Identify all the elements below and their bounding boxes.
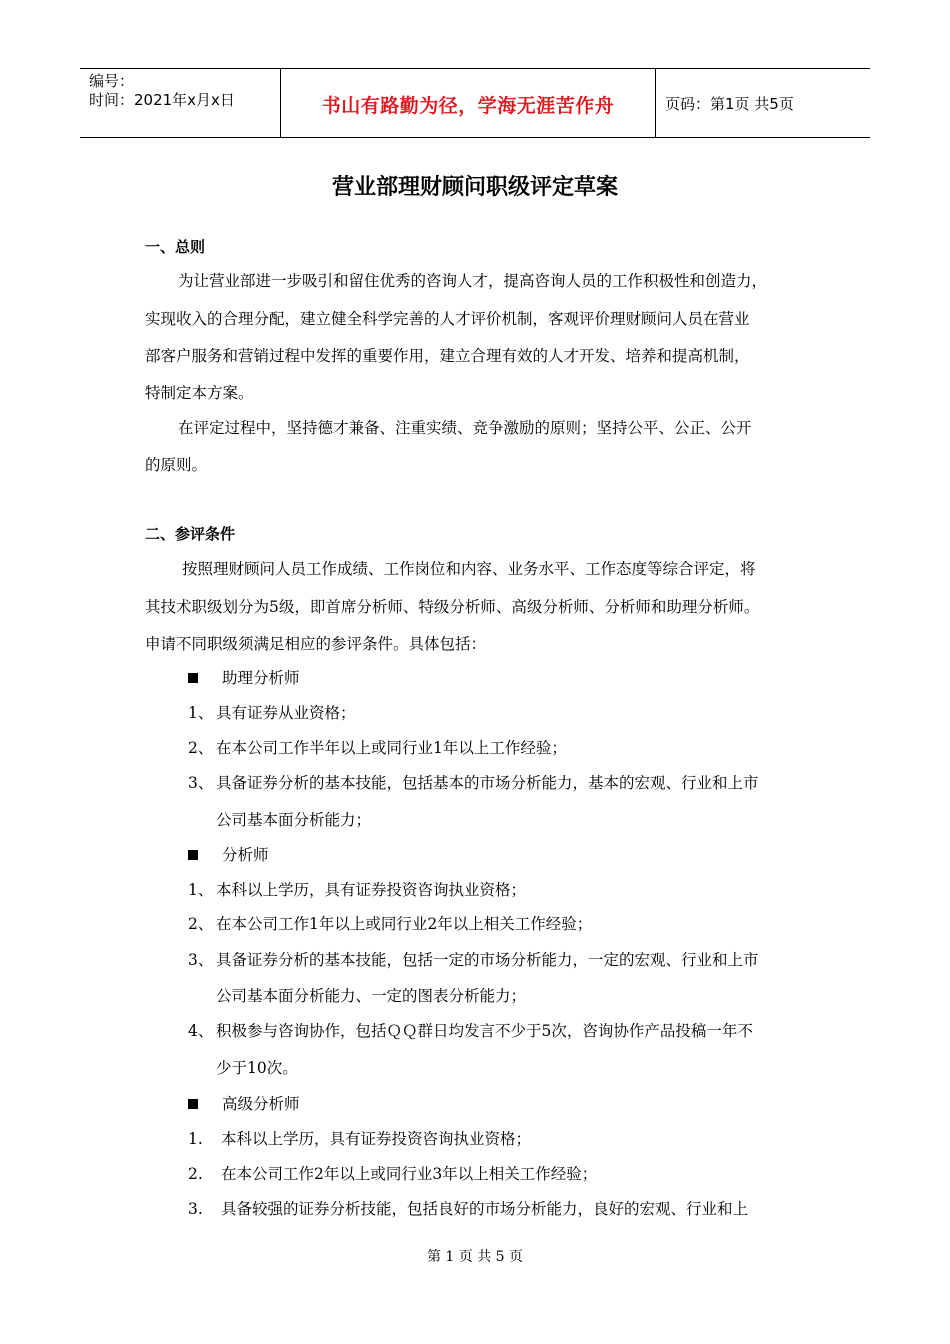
list-item-number: 3、 [188, 774, 214, 792]
section2-intro-line: 其技术职级划分为5级，即首席分析师、特级分析师、高级分析师、分析师和助理分析师。 [145, 598, 760, 616]
list-item-text: 具备证券分析的基本技能，包括一定的市场分析能力，一定的宏观、行业和上市 [216, 951, 759, 969]
list-item-text: 具有证券从业资格； [216, 704, 356, 722]
document-header [80, 68, 870, 138]
section1-p1-line: 实现收入的合理分配，建立健全科学完善的人才评价机制，客观评价理财顾问人员在营业 [145, 310, 750, 328]
grade-heading [188, 845, 269, 865]
square-bullet-icon [188, 850, 198, 860]
section2-intro-line: 按照理财顾问人员工作成绩、工作岗位和内容、业务水平、工作态度等综合评定，将 [182, 560, 756, 578]
number-label: 编号： [89, 72, 135, 90]
list-item-text: 积极参与咨询协作，包括ＱＱ群日均发言不少于5次，咨询协作产品投稿一年不 [216, 1022, 753, 1040]
time-label: 时间：2021年x月x日 [89, 91, 235, 109]
grade-name: 分析师 [222, 846, 269, 864]
document-title: 营业部理财顾问职级评定草案 [331, 175, 618, 200]
list-item-text: 公司基本面分析能力； [216, 811, 372, 829]
list-item-text: 本科以上学历，具有证券投资咨询执业资格； [221, 1130, 532, 1148]
header-left-cell [80, 69, 280, 137]
list-item-number: 1、 [188, 704, 214, 722]
section1-heading: 一、总则 [145, 238, 206, 256]
list-item-text: 本科以上学历，具有证券投资咨询执业资格； [216, 881, 527, 899]
section1-p1-line: 特制定本方案。 [145, 384, 254, 402]
list-item-text: 公司基本面分析能力、一定的图表分析能力； [216, 987, 527, 1005]
list-item-text: 在本公司工作半年以上或同行业1年以上工作经验； [216, 739, 567, 757]
list-item-text: 具备证券分析的基本技能，包括基本的市场分析能力，基本的宏观、行业和上市 [216, 774, 759, 792]
list-item-number: 2. [188, 1165, 203, 1183]
motto-text: 书山有路勤为径，学海无涯苦作舟 [321, 95, 615, 117]
square-bullet-icon [188, 673, 198, 683]
list-item-number: 1. [188, 1130, 203, 1148]
section1-p1-line: 部客户服务和营销过程中发挥的重要作用，建立合理有效的人才开发、培养和提高机制， [145, 347, 750, 365]
grade-name: 助理分析师 [222, 669, 300, 687]
list-item-text: 具备较强的证券分析技能，包括良好的市场分析能力，良好的宏观、行业和上 [221, 1200, 749, 1218]
list-item-number: 4、 [188, 1022, 214, 1040]
section1-p2-line: 的原则。 [145, 456, 208, 474]
square-bullet-icon [188, 1099, 198, 1109]
list-item-text: 少于10次。 [216, 1059, 298, 1077]
list-item-number: 2、 [188, 915, 214, 933]
grade-name: 高级分析师 [222, 1095, 300, 1113]
list-item-number: 3、 [188, 951, 214, 969]
list-item-number: 1、 [188, 881, 214, 899]
grade-heading [188, 668, 300, 688]
section2-intro-line: 申请不同职级须满足相应的参评条件。具体包括： [145, 635, 487, 653]
list-item-text: 在本公司工作2年以上或同行业3年以上相关工作经验； [221, 1165, 598, 1183]
section2-heading: 二、参评条件 [145, 525, 236, 543]
section1-p2-line: 在评定过程中，坚持德才兼备、注重实绩、竞争激励的原则；坚持公平、公正、公开 [178, 419, 752, 437]
list-item-number: 2、 [188, 739, 214, 757]
page-footer: 第 1 页 共 5 页 [426, 1249, 524, 1265]
page-info: 页码：第1页 共5页 [665, 95, 794, 113]
grade-heading [188, 1094, 300, 1114]
list-item-number: 3. [188, 1200, 203, 1218]
list-item-text: 在本公司工作1年以上或同行业2年以上相关工作经验； [216, 915, 593, 933]
header-page-cell [655, 69, 870, 137]
header-motto-cell [280, 69, 656, 137]
section1-p1-line: 为让营业部进一步吸引和留住优秀的咨询人才，提高咨询人员的工作积极性和创造力， [178, 272, 768, 290]
